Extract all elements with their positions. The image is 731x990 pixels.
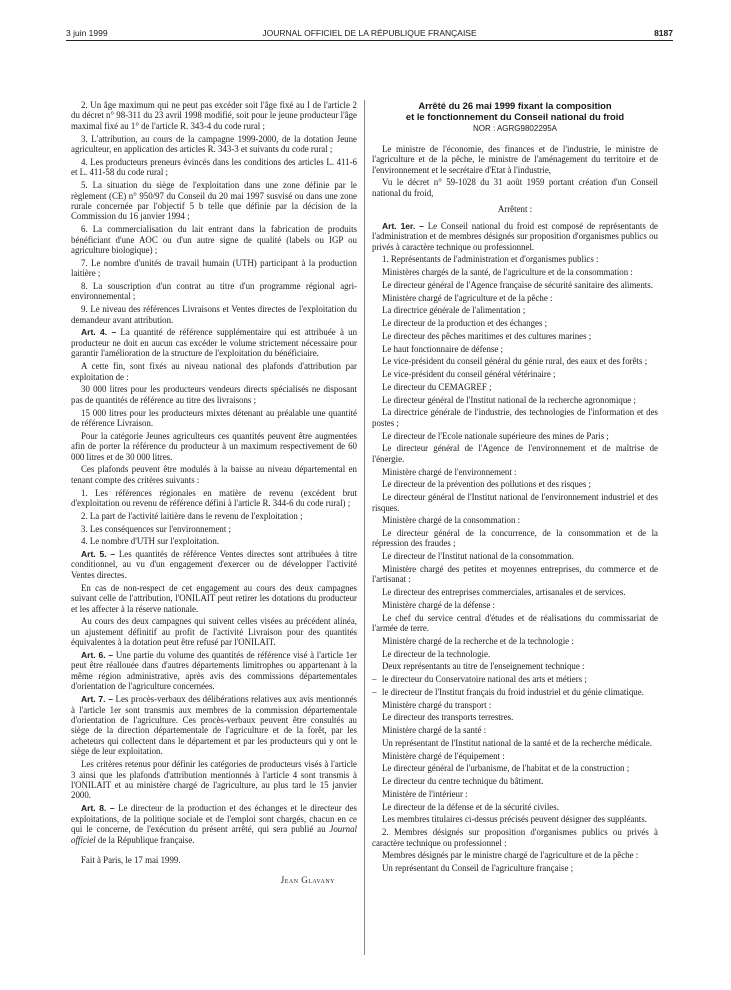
paragraph: Le directeur général de l'Agence française de sécurité sanitaire des aliments. — [382, 279, 653, 290]
paragraph: Ministère de l'intérieur : — [382, 788, 468, 799]
list-item: Le directeur des pêches maritimes et des cultures marines ; — [382, 330, 592, 341]
paragraph: 6. La commercialisation du lait entrant dans la fabrication de produits bénéficiant d'une AOC ou d'un autre signe de qualité (labels ou IGP ou agriculture biologique) ; — [71, 224, 357, 256]
list-item: Le directeur général de l'urbanisme, de l'habitat et de la construction ; — [382, 763, 630, 774]
list-item: Le chef du service central d'études et de réalisations du commissariat de l'armée de terre. — [372, 612, 658, 634]
paragraph: A cette fin, sont fixés au niveau national des plafonds d'attribution par exploitation de : — [71, 361, 357, 382]
paragraph: Membres désignés par le ministre chargé de l'agriculture et de la pêche : — [382, 850, 639, 861]
paragraph: Les critères retenus pour définir les catégories de producteurs visés à l'article 3 ainsi que les plafonds d'attribution mentionnés à l'article 4 sont transmis à l'ONILAIT et au ministère chargé de l'agriculture, au plus tard le 15 janvier 2000. — [71, 759, 357, 801]
article-8 — [71, 803, 357, 845]
left-column — [71, 100, 357, 888]
article-label: Art. 4. – — [81, 327, 117, 338]
list-item: Le directeur du centre technique du bâtiment. — [382, 776, 544, 787]
paragraph: Ministère chargé de la recherche et de la technologie : — [382, 635, 574, 646]
article-label: Art. 1er. – — [382, 220, 424, 231]
paragraph: 3. Les conséquences sur l'environnement ; — [81, 523, 231, 534]
list-item: Le vice-président du conseil général du génie rural, des eaux et des forêts ; — [382, 356, 648, 367]
list-item: La directrice générale de l'alimentation ; — [382, 305, 526, 316]
article-text: Les quantités de référence Ventes directes sont attribuées à titre conditionnel, au vu d'un engagement d'exercer ou de développer l'activité Ventes directes. — [71, 549, 357, 580]
list-item: Un représentant de l'Institut national de la santé et de la recherche médicale. — [382, 737, 652, 748]
article-5 — [71, 549, 357, 580]
paragraph: Le ministre de l'économie, des finances et de l'industrie, le ministre de l'agriculture et de la pêche, le ministre de l'aménagement du territoire et de l'environnement et le secrétaire d'Etat à l'industrie, — [372, 143, 658, 175]
paragraph: En cas de non-respect de cet engagement au cours des deux campagnes suivant celle de l'attribution, l'ONILAIT peut retirer les dotations du producteur et les affecter à la réserve nationale. — [71, 582, 357, 614]
paragraph: 2. Membres désignés sur proposition d'organismes publics ou privés à caractère technique ou professionnel : — [372, 827, 658, 848]
list-item: Le directeur général de l'Agence de l'environnement et de maîtrise de l'énergie. — [372, 443, 658, 464]
paragraph: Ministère chargé du transport : — [382, 699, 492, 710]
paragraph: Ministères chargés de la santé, de l'agriculture et de la consommation : — [382, 267, 633, 278]
paragraph: 2. Un âge maximum qui ne peut pas excéder soit l'âge fixé au I de l'article 2 du décret n° 98-311 du 23 avril 1998 modifié, soit pour le jeune producteur l'âge maximal fixé au 1° de l'article R. 343-4 du code rural ; — [71, 100, 357, 131]
header-rule — [66, 40, 673, 41]
article-4 — [71, 327, 357, 358]
paragraph: 7. Le nombre d'unités de travail humain (UTH) participant à la production laitière ; — [71, 257, 357, 279]
paragraph: 9. Le niveau des références Livraisons et Ventes directes de l'exploitation du demandeur avant attribution. — [71, 304, 357, 325]
journal-title: JOURNAL OFFICIEL DE LA RÉPUBLIQUE FRANÇAISE — [262, 28, 477, 38]
paragraph: 1. Les références régionales en matière de revenu (excédent brut d'exploitation ou revenu de référence défini à l'article R. 344-6 du code rural) ; — [71, 487, 357, 509]
list-item: Le directeur de la prévention des pollutions et des risques ; — [382, 479, 591, 490]
list-item: Le directeur de la production et des échanges ; — [382, 318, 548, 329]
right-column — [372, 100, 658, 876]
paragraph: Ministère chargé de la consommation : — [382, 515, 521, 526]
list-item: Le vice-président du conseil général vétérinaire ; — [382, 369, 556, 380]
paragraph: 4. Le nombre d'UTH sur l'exploitation. — [81, 536, 220, 547]
list-item: Le directeur de l'Ecole nationale supérieure des mines de Paris ; — [382, 430, 609, 441]
list-item: La directrice générale de l'industrie, des technologies de l'information et des postes ; — [372, 407, 658, 428]
journal-reference: Journal officiel — [71, 824, 357, 845]
list-item: Le directeur général de la concurrence, de la consommation et de la répression des fraudes ; — [372, 528, 658, 549]
paragraph: Ministère chargé de la santé : — [382, 725, 487, 736]
paragraph: Ces plafonds peuvent être modulés à la baisse au niveau départemental en tenant compte des critères suivants : — [71, 464, 357, 485]
issue-date: 3 juin 1999 — [66, 28, 108, 38]
article-text: de la République française. — [95, 834, 195, 845]
article-1 — [372, 221, 658, 252]
paragraph: Les membres titulaires ci-dessus précisés peuvent désigner des suppléants. — [382, 814, 647, 825]
page-number: 8187 — [654, 28, 673, 38]
article-text: Une partie du volume des quantités de référence visé à l'article 1er peut être réallouée dans d'autres départements limitrophes ou appartenant à la même région administrative, après avis des commissions départementales d'orientation de l'agriculture concernées. — [71, 649, 358, 692]
arrete-title — [372, 100, 658, 122]
list-item: Le directeur de l'Institut national de la consommation. — [382, 551, 574, 562]
paragraph: Ministère chargé de l'environnement : — [382, 466, 517, 477]
page-header — [66, 24, 673, 40]
article-label: Art. 8. – — [81, 803, 115, 814]
article-label: Art. 7. – — [81, 694, 113, 705]
paragraph: Pour la catégorie Jeunes agriculteurs ces quantités peuvent être augmentées afin de porter la référence du producteur à un maximum respectivement de 60 000 litres et de 30 000 litres. — [71, 430, 357, 462]
arretent-heading: Arrêtent : — [497, 204, 533, 215]
article-text: La quantité de référence supplémentaire qui est attribuée à un producteur ne doit en aucun cas excéder le volume strictement nécessaire pour garantir l'amélioration de la structure de l'exploitation du bénéficiaire. — [71, 327, 358, 359]
title-line: et le fonctionnement du Conseil national du froid — [405, 111, 625, 122]
paragraph: 2. La part de l'activité laitière dans le revenu de l'exploitation ; — [81, 510, 303, 521]
paragraph: 3. L'attribution, au cours de la campagne 1999-2000, de la dotation Jeune agriculteur, en application des articles R. 343-3 et suivants du code rural ; — [71, 133, 357, 155]
paragraph: 5. La situation du siège de l'exploitation dans une zone définie par le règlement (CE) n° 950/97 du Conseil du 20 mai 1997 susvisé ou dans une zone rurale concernée par l'objectif 5 b telle que définie par la décision de la Commission du 16 janvier 1994 ; — [71, 180, 357, 222]
list-item: Le directeur général de l'Institut national de la recherche agronomique ; — [382, 394, 636, 405]
list-item: Le directeur de la technologie. — [382, 648, 491, 659]
paragraph: 8. La souscription d'un contrat au titre d'un programme régional agri-environnemental ; — [71, 281, 357, 302]
article-label: Art. 6. – — [81, 649, 114, 660]
place-date: Fait à Paris, le 17 mai 1999. — [81, 855, 181, 866]
article-text: Le directeur de la production et des échanges et le directeur des exploitations, de la politique sociale et de l'emploi sont chargés, chacun en ce qui le concerne, de l'exécution du présent arrêté, qui sera publié au — [71, 803, 358, 835]
list-item: Le directeur du CEMAGREF ; — [382, 381, 492, 392]
list-item: Le haut fonctionnaire de défense ; — [382, 343, 503, 354]
paragraph: 4. Les producteurs preneurs évincés dans les conditions des articles L. 411-6 et L. 411-58 du code rural ; — [71, 156, 357, 178]
list-item: Le directeur général de l'Institut national de l'environnement industriel et des risques. — [372, 492, 658, 513]
list-item: Le directeur de la défense et de la sécurité civiles. — [382, 801, 559, 812]
paragraph: Ministère chargé de l'agriculture et de la pêche : — [382, 292, 553, 303]
paragraph: Au cours des deux campagnes qui suivent celles visées au précédent alinéa, un ajustement définitif au profit de l'activité Livraison pour des quantités équivalentes à la dotation peut être refusé par l'ONILAIT. — [71, 616, 357, 648]
paragraph: Deux représentants au titre de l'enseignement technique : — [382, 661, 585, 672]
list-item: Le directeur des transports terrestres. — [382, 712, 514, 723]
list-item: Un représentant du Conseil de l'agriculture française ; — [382, 863, 574, 874]
paragraph: Ministère chargé de la défense : — [382, 599, 495, 610]
list-item: – le directeur de l'Institut français du froid industriel et du génie climatique. — [372, 687, 658, 697]
paragraph: 30 000 litres pour les producteurs vendeurs directs spécialisés ne disposant pas de quantités de référence au titre des livraisons ; — [71, 384, 357, 405]
list-item: – le directeur du Conservatoire national des arts et métiers ; — [372, 674, 658, 684]
paragraph: Ministère chargé des petites et moyennes entreprises, du commerce et de l'artisanat : — [372, 563, 658, 585]
paragraph: Ministère chargé de l'équipement : — [382, 750, 505, 761]
list-item: Le directeur des entreprises commerciales, artisanales et de services. — [382, 587, 626, 598]
paragraph: 15 000 litres pour les producteurs mixtes détenant au préalable une quantité de référence Livraison. — [71, 407, 357, 428]
paragraph: 1. Représentants de l'administration et d'organismes publics : — [382, 254, 599, 265]
article-text: Le Conseil national du froid est composé de représentants de l'administration et de membres désignés sur proposition d'organismes publics ou privés à caractère technique ou professionnel. — [372, 220, 658, 252]
article-6 — [71, 650, 357, 692]
title-line: Arrêté du 26 mai 1999 fixant la composition — [418, 100, 612, 111]
article-text: Les procès-verbaux des délibérations relatives aux avis mentionnés à l'article 1er sont transmis aux membres de la commission départementale d'orientation de l'agriculture. Ces procès-verbaux peuvent être consultés au siège de la direction départementale de l'agriculture et de la forêt, par les acheteurs qui collectent dans le département et par les producteurs qui y ont le siège de leur exploitation. — [71, 694, 357, 757]
column-divider — [364, 100, 365, 955]
paragraph: Vu le décret n° 59-1028 du 31 août 1959 portant création d'un Conseil national du froid, — [372, 177, 658, 198]
article-7 — [71, 694, 357, 757]
article-label: Art. 5. – — [81, 549, 116, 560]
nor-reference: NOR : AGRG9802295A — [472, 124, 558, 134]
signature: Jean Glavany — [280, 875, 335, 886]
